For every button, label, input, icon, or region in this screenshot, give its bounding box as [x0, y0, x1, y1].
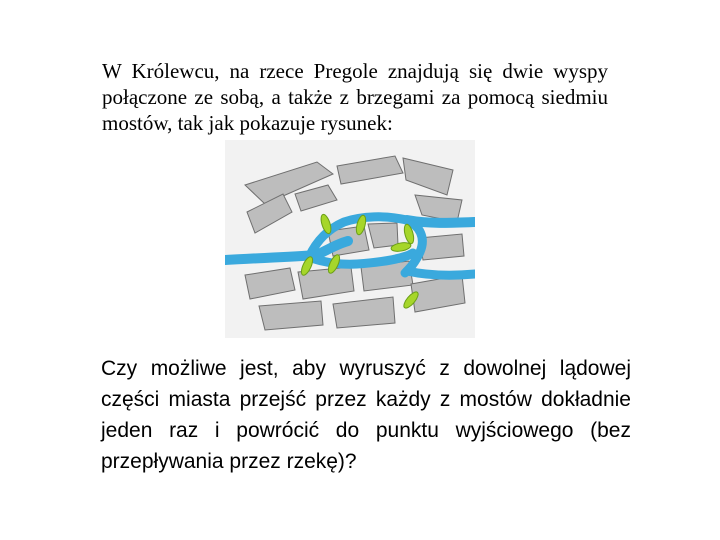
river-east-branch: [407, 220, 475, 223]
question-paragraph: Czy możliwe jest, aby wyruszyć z dowolnej lądowej części miasta przejść przez każdy z mostów dokładnie jeden raz i powrócić do punktu wyjściowego (bez przepływania przez rzekę)?: [101, 357, 631, 473]
konigsberg-map-figure: [225, 140, 475, 338]
intro-paragraph: W Królewcu, na rzece Pregole znajdują się dwie wyspy połączone ze sobą, a także z brzegami za pomocą siedmiu mostów, tak jak pokazuje rysunek:: [102, 59, 608, 135]
south-shore-block: [259, 301, 323, 330]
konigsberg-map: [225, 140, 475, 338]
river-east-branch: [407, 271, 475, 275]
